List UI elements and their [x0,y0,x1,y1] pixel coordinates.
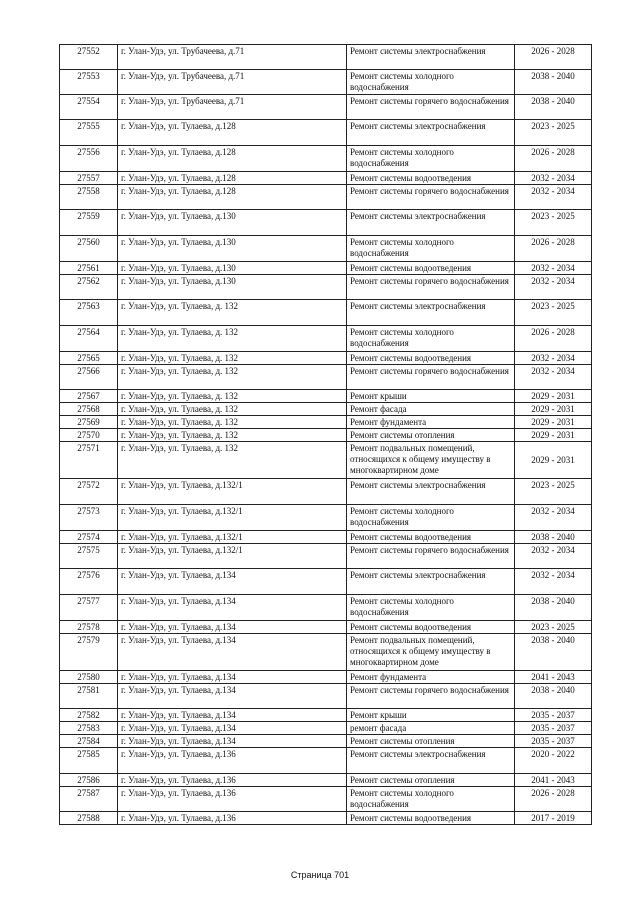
table-row [60,95,592,120]
period-cell: 2029 - 2031 [515,390,592,403]
address-cell: г. Улан-Удэ, ул. Тулаева, д.128 [118,172,347,185]
work-type-cell: Ремонт системы холодного водоснабжения [347,505,515,531]
row-number-cell: 27558 [60,185,118,210]
table-row [60,722,592,735]
row-number-cell: 27585 [60,748,118,774]
period-cell: 2038 - 2040 [515,684,592,709]
period-cell: 2029 - 2031 [515,442,592,479]
work-type-cell: Ремонт системы электроснабжения [347,120,515,146]
row-number-cell: 27554 [60,95,118,120]
table-row [60,172,592,185]
work-type-cell: Ремонт системы электроснабжения [347,45,515,70]
work-type-cell: Ремонт системы отопления [347,429,515,442]
work-type-cell: Ремонт системы холодного водоснабжения [347,236,515,262]
row-number-cell: 27566 [60,365,118,390]
work-type-cell: Ремонт системы водоотведения [347,352,515,365]
address-cell: г. Улан-Удэ, ул. Тулаева, д.128 [118,146,347,172]
address-cell: г. Улан-Удэ, ул. Тулаева, д.134 [118,735,347,748]
work-type-cell: Ремонт системы горячего водоснабжения [347,365,515,390]
table-row [60,210,592,236]
table-row [60,595,592,621]
period-cell: 2032 - 2034 [515,352,592,365]
period-cell: 2032 - 2034 [515,275,592,300]
table-row [60,569,592,595]
period-cell: 2035 - 2037 [515,709,592,722]
period-cell: 2023 - 2025 [515,479,592,505]
period-cell: 2035 - 2037 [515,722,592,735]
work-type-cell: ремонт фасада [347,722,515,735]
address-cell: г. Улан-Удэ, ул. Тулаева, д. 132 [118,390,347,403]
table-row [60,709,592,722]
work-type-cell: Ремонт системы холодного водоснабжения [347,326,515,352]
period-cell: 2029 - 2031 [515,416,592,429]
table-row [60,326,592,352]
table-row [60,505,592,531]
work-type-cell: Ремонт системы электроснабжения [347,210,515,236]
work-type-cell: Ремонт системы горячего водоснабжения [347,95,515,120]
period-cell: 2032 - 2034 [515,172,592,185]
period-cell: 2026 - 2028 [515,146,592,172]
address-cell: г. Улан-Удэ, ул. Тулаева, д.128 [118,120,347,146]
row-number-cell: 27562 [60,275,118,300]
address-cell: г. Улан-Удэ, ул. Тулаева, д.134 [118,634,347,671]
address-cell: г. Улан-Удэ, ул. Тулаева, д. 132 [118,300,347,326]
work-type-cell: Ремонт системы электроснабжения [347,569,515,595]
work-type-cell: Ремонт системы холодного водоснабжения [347,70,515,95]
address-cell: г. Улан-Удэ, ул. Тулаева, д. 132 [118,416,347,429]
table-row [60,365,592,390]
period-cell: 2032 - 2034 [515,185,592,210]
address-cell: г. Улан-Удэ, ул. Тулаева, д. 132 [118,326,347,352]
table-row [60,45,592,70]
address-cell: г. Улан-Удэ, ул. Тулаева, д.130 [118,236,347,262]
row-number-cell: 27583 [60,722,118,735]
row-number-cell: 27564 [60,326,118,352]
table-row [60,300,592,326]
period-cell: 2041 - 2043 [515,774,592,787]
address-cell: г. Улан-Удэ, ул. Тулаева, д.132/1 [118,544,347,569]
row-number-cell: 27588 [60,812,118,825]
period-cell: 2026 - 2028 [515,236,592,262]
period-cell: 2038 - 2040 [515,531,592,544]
period-cell: 2032 - 2034 [515,544,592,569]
work-type-cell: Ремонт крыши [347,709,515,722]
address-cell: г. Улан-Удэ, ул. Тулаева, д.134 [118,621,347,634]
work-type-cell: Ремонт системы горячего водоснабжения [347,544,515,569]
period-cell: 2023 - 2025 [515,300,592,326]
row-number-cell: 27584 [60,735,118,748]
address-cell: г. Улан-Удэ, ул. Тулаева, д.128 [118,185,347,210]
row-number-cell: 27575 [60,544,118,569]
work-type-cell: Ремонт фундамента [347,416,515,429]
period-cell: 2032 - 2034 [515,262,592,275]
period-cell: 2026 - 2028 [515,45,592,70]
row-number-cell: 27556 [60,146,118,172]
row-number-cell: 27574 [60,531,118,544]
row-number-cell: 27559 [60,210,118,236]
table-row [60,774,592,787]
address-cell: г. Улан-Удэ, ул. Тулаева, д. 132 [118,442,347,479]
address-cell: г. Улан-Удэ, ул. Тулаева, д.136 [118,812,347,825]
period-cell: 2032 - 2034 [515,569,592,595]
period-cell: 2035 - 2037 [515,735,592,748]
work-type-cell: Ремонт системы водоотведения [347,531,515,544]
table-row [60,634,592,671]
row-number-cell: 27581 [60,684,118,709]
row-number-cell: 27568 [60,403,118,416]
work-type-cell: Ремонт системы водоотведения [347,262,515,275]
row-number-cell: 27587 [60,787,118,812]
row-number-cell: 27560 [60,236,118,262]
address-cell: г. Улан-Удэ, ул. Тулаева, д.130 [118,262,347,275]
table-body [60,45,592,825]
row-number-cell: 27569 [60,416,118,429]
row-number-cell: 27578 [60,621,118,634]
period-cell: 2038 - 2040 [515,634,592,671]
table-row [60,403,592,416]
row-number-cell: 27576 [60,569,118,595]
table-row [60,544,592,569]
period-cell: 2038 - 2040 [515,70,592,95]
address-cell: г. Улан-Удэ, ул. Трубачеева, д.71 [118,45,347,70]
work-type-cell: Ремонт системы отопления [347,735,515,748]
row-number-cell: 27570 [60,429,118,442]
work-type-cell: Ремонт системы горячего водоснабжения [347,185,515,210]
table-row [60,671,592,684]
table-row [60,531,592,544]
period-cell: 2023 - 2025 [515,120,592,146]
address-cell: г. Улан-Удэ, ул. Тулаева, д. 132 [118,365,347,390]
row-number-cell: 27565 [60,352,118,365]
address-cell: г. Улан-Удэ, ул. Тулаева, д.134 [118,671,347,684]
period-cell: 2020 - 2022 [515,748,592,774]
table-row [60,352,592,365]
period-cell: 2038 - 2040 [515,595,592,621]
work-type-cell: Ремонт системы горячего водоснабжения [347,275,515,300]
table-row [60,735,592,748]
work-type-cell: Ремонт системы водоотведения [347,621,515,634]
period-cell: 2026 - 2028 [515,787,592,812]
work-type-cell: Ремонт системы водоотведения [347,172,515,185]
work-type-cell: Ремонт системы холодного водоснабжения [347,595,515,621]
row-number-cell: 27579 [60,634,118,671]
period-cell: 2032 - 2034 [515,365,592,390]
table-row [60,275,592,300]
table-row [60,236,592,262]
table-row [60,146,592,172]
table-row [60,684,592,709]
table-row [60,812,592,825]
table-row [60,70,592,95]
table-row [60,416,592,429]
address-cell: г. Улан-Удэ, ул. Тулаева, д.132/1 [118,505,347,531]
capital-repair-table [59,44,592,825]
work-type-cell: Ремонт системы отопления [347,774,515,787]
table-row [60,621,592,634]
work-type-cell: Ремонт системы электроснабжения [347,479,515,505]
work-type-cell: Ремонт системы электроснабжения [347,300,515,326]
row-number-cell: 27573 [60,505,118,531]
work-type-cell: Ремонт системы холодного водоснабжения [347,787,515,812]
work-type-cell: Ремонт системы водоотведения [347,812,515,825]
work-type-cell: Ремонт системы горячего водоснабжения [347,684,515,709]
row-number-cell: 27553 [60,70,118,95]
work-type-cell: Ремонт системы электроснабжения [347,748,515,774]
row-number-cell: 27561 [60,262,118,275]
period-cell: 2023 - 2025 [515,621,592,634]
table-row [60,429,592,442]
row-number-cell: 27577 [60,595,118,621]
period-cell: 2029 - 2031 [515,429,592,442]
address-cell: г. Улан-Удэ, ул. Тулаева, д.132/1 [118,479,347,505]
address-cell: г. Улан-Удэ, ул. Тулаева, д.134 [118,722,347,735]
address-cell: г. Улан-Удэ, ул. Тулаева, д.136 [118,787,347,812]
address-cell: г. Улан-Удэ, ул. Тулаева, д.132/1 [118,531,347,544]
table-row [60,442,592,479]
address-cell: г. Улан-Удэ, ул. Тулаева, д. 132 [118,352,347,365]
work-type-cell: Ремонт крыши [347,390,515,403]
work-type-cell: Ремонт фундамента [347,671,515,684]
table-row [60,787,592,812]
work-type-cell: Ремонт подвальных помещений, относящихся к общему имуществу в многоквартирном доме [347,634,515,671]
row-number-cell: 27571 [60,442,118,479]
row-number-cell: 27555 [60,120,118,146]
period-cell: 2029 - 2031 [515,403,592,416]
table-row [60,120,592,146]
table-row [60,390,592,403]
table-row [60,185,592,210]
row-number-cell: 27552 [60,45,118,70]
page-number-footer: Страница 701 [290,870,350,880]
work-type-cell: Ремонт системы холодного водоснабжения [347,146,515,172]
address-cell: г. Улан-Удэ, ул. Тулаева, д.130 [118,275,347,300]
row-number-cell: 27557 [60,172,118,185]
address-cell: г. Улан-Удэ, ул. Трубачеева, д.71 [118,95,347,120]
address-cell: г. Улан-Удэ, ул. Тулаева, д.134 [118,684,347,709]
period-cell: 2026 - 2028 [515,326,592,352]
table-row [60,479,592,505]
address-cell: г. Улан-Удэ, ул. Тулаева, д.134 [118,569,347,595]
period-cell: 2032 - 2034 [515,505,592,531]
work-type-cell: Ремонт фасада [347,403,515,416]
row-number-cell: 27582 [60,709,118,722]
period-cell: 2017 - 2019 [515,812,592,825]
row-number-cell: 27586 [60,774,118,787]
address-cell: г. Улан-Удэ, ул. Тулаева, д.136 [118,774,347,787]
address-cell: г. Улан-Удэ, ул. Тулаева, д. 132 [118,403,347,416]
work-type-cell: Ремонт подвальных помещений, относящихся к общему имуществу в многоквартирном доме [347,442,515,479]
row-number-cell: 27563 [60,300,118,326]
address-cell: г. Улан-Удэ, ул. Тулаева, д.136 [118,748,347,774]
period-cell: 2038 - 2040 [515,95,592,120]
row-number-cell: 27572 [60,479,118,505]
row-number-cell: 27567 [60,390,118,403]
period-cell: 2041 - 2043 [515,671,592,684]
address-cell: г. Улан-Удэ, ул. Тулаева, д.134 [118,595,347,621]
row-number-cell: 27580 [60,671,118,684]
address-cell: г. Улан-Удэ, ул. Трубачеева, д.71 [118,70,347,95]
table-row [60,748,592,774]
address-cell: г. Улан-Удэ, ул. Тулаева, д. 132 [118,429,347,442]
table-row [60,262,592,275]
address-cell: г. Улан-Удэ, ул. Тулаева, д.134 [118,709,347,722]
address-cell: г. Улан-Удэ, ул. Тулаева, д.130 [118,210,347,236]
period-cell: 2023 - 2025 [515,210,592,236]
